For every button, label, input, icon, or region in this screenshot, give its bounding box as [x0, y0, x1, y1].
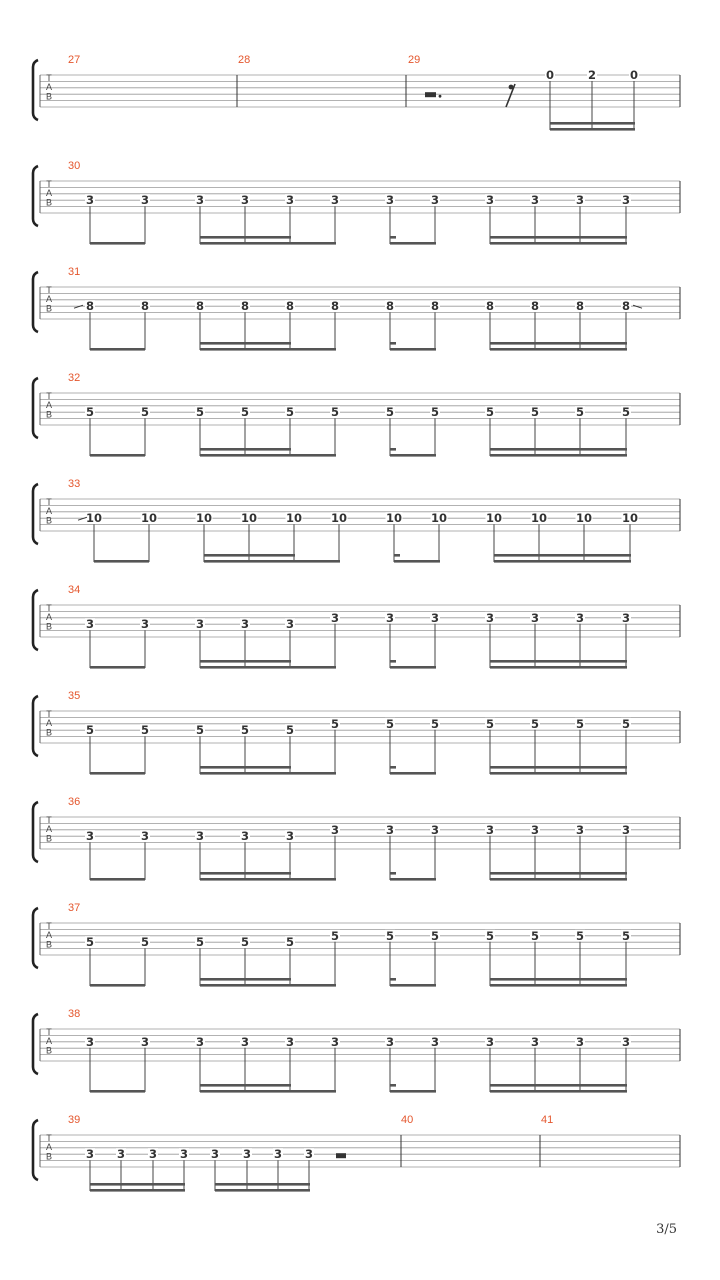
- fret-number: 10: [285, 511, 303, 526]
- beam: [490, 454, 627, 457]
- fret-number: 3: [240, 1034, 250, 1049]
- slide-out-mark: [633, 305, 642, 308]
- beam: [490, 984, 627, 987]
- system-bracket: [33, 484, 38, 544]
- tab-system: [33, 902, 680, 987]
- fret-number: 3: [85, 617, 95, 632]
- beam: [90, 348, 145, 351]
- fret-number: 3: [621, 610, 631, 625]
- fret-number: 3: [430, 1034, 440, 1049]
- beam: [200, 348, 336, 351]
- fret-number: 5: [140, 723, 150, 738]
- fret-number: 3: [330, 822, 340, 837]
- fret-number: 3: [485, 1034, 495, 1049]
- fret-number: 5: [85, 405, 95, 420]
- fret-number: 8: [195, 299, 205, 314]
- fret-number: 3: [621, 193, 631, 208]
- fret-number: 5: [530, 928, 540, 943]
- fret-number: 8: [240, 299, 250, 314]
- tab-clef-letter: A: [45, 930, 53, 941]
- fret-number: 3: [85, 193, 95, 208]
- bar-number: 28: [238, 54, 251, 66]
- fret-number: 5: [140, 935, 150, 950]
- fret-number: 5: [430, 928, 440, 943]
- beam: [494, 554, 631, 557]
- tab-clef-letter: A: [45, 824, 53, 835]
- fret-number: 5: [385, 928, 395, 943]
- tab-clef-letter: B: [45, 833, 53, 844]
- fret-number: 3: [530, 822, 540, 837]
- tab-clef-letter: A: [45, 718, 53, 729]
- fret-number: 3: [385, 822, 395, 837]
- beam: [490, 448, 627, 451]
- tab-clef-letter: A: [45, 612, 53, 623]
- tab-clef-letter: T: [46, 179, 52, 189]
- tab-system: [33, 796, 680, 881]
- fret-number: 3: [621, 822, 631, 837]
- fret-number: 3: [285, 829, 295, 844]
- fret-number: 3: [285, 1034, 295, 1049]
- fret-number: 3: [530, 610, 540, 625]
- beam: [200, 660, 291, 663]
- tab-clef-letter: A: [45, 1142, 53, 1153]
- beam: [390, 660, 396, 663]
- fret-number: 3: [330, 193, 340, 208]
- system-bracket: [33, 802, 38, 862]
- tab-system: [33, 478, 680, 563]
- tab-clef-letter: B: [45, 303, 53, 314]
- fret-number: 3: [575, 822, 585, 837]
- tab-clef-letter: A: [45, 188, 53, 199]
- beam: [394, 560, 440, 563]
- fret-number: 10: [195, 511, 213, 526]
- beam: [550, 122, 635, 125]
- fret-number: 3: [85, 1147, 95, 1162]
- beam: [90, 772, 145, 775]
- fret-number: 5: [330, 716, 340, 731]
- beam: [490, 342, 627, 345]
- bar-number: 29: [408, 54, 421, 66]
- system-bracket: [33, 378, 38, 438]
- beam: [390, 878, 436, 881]
- tab-system: [33, 1114, 680, 1192]
- bar-number: 41: [541, 1114, 554, 1126]
- tab-clef-letter: A: [45, 1036, 53, 1047]
- system-bracket: [33, 272, 38, 332]
- fret-number: 8: [621, 299, 631, 314]
- fret-number: 5: [575, 928, 585, 943]
- fret-number: 8: [575, 299, 585, 314]
- fret-number: 5: [575, 405, 585, 420]
- bar-number: 32: [68, 372, 81, 384]
- fret-number: 5: [195, 723, 205, 738]
- beam: [200, 454, 336, 457]
- bar-number: 27: [68, 54, 81, 66]
- beam: [204, 554, 295, 557]
- fret-number: 5: [485, 716, 495, 731]
- fret-number: 3: [148, 1147, 158, 1162]
- beam: [200, 1084, 291, 1087]
- fret-number: 5: [430, 405, 440, 420]
- bar-number: 40: [401, 1114, 414, 1126]
- tab-clef-letter: T: [46, 1133, 52, 1143]
- tab-system: [33, 54, 680, 131]
- beam: [90, 1183, 185, 1186]
- fret-number: 3: [330, 610, 340, 625]
- beam: [490, 660, 627, 663]
- system-bracket: [33, 166, 38, 226]
- fret-number: 3: [240, 617, 250, 632]
- fret-number: 5: [285, 405, 295, 420]
- fret-number: 10: [621, 511, 639, 526]
- fret-number: 5: [85, 723, 95, 738]
- fret-number: 5: [285, 723, 295, 738]
- system-bracket: [33, 908, 38, 968]
- fret-number: 3: [273, 1147, 283, 1162]
- bar-number: 36: [68, 796, 81, 808]
- fret-number: 8: [285, 299, 295, 314]
- tab-system: [33, 584, 680, 669]
- fret-number: 3: [140, 193, 150, 208]
- tab-clef-letter: T: [46, 921, 52, 931]
- fret-number: 0: [545, 68, 555, 82]
- page-number: 3/5: [656, 1222, 677, 1237]
- fret-number: 3: [195, 829, 205, 844]
- fret-number: 8: [385, 299, 395, 314]
- beam: [390, 448, 396, 451]
- beam: [494, 560, 631, 563]
- system-bracket: [33, 1120, 38, 1180]
- beam: [200, 342, 291, 345]
- fret-number: 5: [485, 405, 495, 420]
- system-bracket: [33, 590, 38, 650]
- fret-number: 3: [179, 1147, 189, 1162]
- fret-number: 8: [330, 299, 340, 314]
- fret-number: 10: [530, 511, 548, 526]
- dotted-half-rest: [425, 92, 436, 97]
- bar-number: 39: [68, 1114, 81, 1126]
- beam: [200, 878, 336, 881]
- fret-number: 5: [85, 935, 95, 950]
- beam: [200, 666, 336, 669]
- beam: [390, 242, 436, 245]
- tab-clef-letter: T: [46, 73, 52, 83]
- beam: [90, 984, 145, 987]
- tab-system: [33, 266, 680, 351]
- tab-clef-letter: A: [45, 506, 53, 517]
- beam: [490, 766, 627, 769]
- fret-number: 3: [195, 1034, 205, 1049]
- tab-clef-letter: T: [46, 603, 52, 613]
- tab-clef-letter: T: [46, 497, 52, 507]
- fret-number: 5: [330, 405, 340, 420]
- fret-number: 5: [621, 405, 631, 420]
- fret-number: 5: [240, 723, 250, 738]
- fret-number: 3: [575, 193, 585, 208]
- tab-clef-letter: T: [46, 815, 52, 825]
- fret-number: 5: [485, 928, 495, 943]
- fret-number: 3: [485, 193, 495, 208]
- fret-number: 10: [330, 511, 348, 526]
- tab-clef-letter: B: [45, 197, 53, 208]
- beam: [390, 348, 436, 351]
- beam: [215, 1189, 310, 1192]
- fret-number: 3: [195, 617, 205, 632]
- fret-number: 10: [85, 511, 103, 526]
- tab-system: [33, 1008, 680, 1093]
- fret-number: 3: [242, 1147, 252, 1162]
- tab-clef-letter: T: [46, 1027, 52, 1037]
- fret-number: 3: [240, 193, 250, 208]
- beam: [390, 872, 396, 875]
- beam: [200, 1090, 336, 1093]
- fret-number: 3: [575, 1034, 585, 1049]
- beam: [490, 872, 627, 875]
- beam: [90, 878, 145, 881]
- beam: [390, 766, 396, 769]
- beam: [390, 978, 396, 981]
- fret-number: 5: [530, 405, 540, 420]
- beam: [490, 1084, 627, 1087]
- tab-clef-letter: B: [45, 1151, 53, 1162]
- tab-clef-letter: B: [45, 91, 53, 102]
- fret-number: 3: [285, 193, 295, 208]
- tab-clef-letter: T: [46, 391, 52, 401]
- beam: [390, 666, 436, 669]
- slide-in-mark: [74, 305, 83, 308]
- beam: [390, 342, 396, 345]
- fret-number: 3: [430, 822, 440, 837]
- fret-number: 3: [385, 610, 395, 625]
- bar-number: 31: [68, 266, 81, 278]
- fret-number: 3: [530, 193, 540, 208]
- fret-number: 3: [285, 617, 295, 632]
- bar-number: 38: [68, 1008, 81, 1020]
- fret-number: 5: [240, 935, 250, 950]
- beam: [90, 1189, 185, 1192]
- fret-number: 3: [330, 1034, 340, 1049]
- tab-system: [33, 372, 680, 457]
- fret-number: 5: [240, 405, 250, 420]
- fret-number: 5: [195, 405, 205, 420]
- beam: [390, 1084, 396, 1087]
- beam: [390, 772, 436, 775]
- beam: [390, 236, 396, 239]
- beam: [200, 242, 336, 245]
- system-bracket: [33, 60, 38, 120]
- fret-number: 3: [140, 829, 150, 844]
- beam: [90, 454, 145, 457]
- bar-number: 33: [68, 478, 81, 490]
- fret-number: 3: [210, 1147, 220, 1162]
- rest-dot: [439, 95, 442, 98]
- beam: [90, 666, 145, 669]
- tab-clef-letter: A: [45, 400, 53, 411]
- beam: [490, 878, 627, 881]
- fret-number: 3: [85, 1034, 95, 1049]
- tab-system: [33, 160, 680, 245]
- fret-number: 3: [195, 193, 205, 208]
- fret-number: 3: [621, 1034, 631, 1049]
- tab-clef-letter: B: [45, 939, 53, 950]
- tab-clef-letter: A: [45, 82, 53, 93]
- beam: [490, 348, 627, 351]
- beam: [200, 236, 291, 239]
- tab-clef-letter: B: [45, 515, 53, 526]
- fret-number: 3: [485, 822, 495, 837]
- system-bracket: [33, 696, 38, 756]
- fret-number: 10: [140, 511, 158, 526]
- tab-clef-letter: B: [45, 409, 53, 420]
- beam: [490, 242, 627, 245]
- beam: [200, 978, 291, 981]
- fret-number: 5: [285, 935, 295, 950]
- beam: [490, 772, 627, 775]
- bar-number: 35: [68, 690, 81, 702]
- fret-number: 3: [530, 1034, 540, 1049]
- tab-system: [33, 690, 680, 775]
- fret-number: 3: [385, 1034, 395, 1049]
- fret-number: 5: [140, 405, 150, 420]
- beam: [490, 236, 627, 239]
- beam: [94, 560, 149, 563]
- system-bracket: [33, 1014, 38, 1074]
- fret-number: 3: [140, 1034, 150, 1049]
- tab-clef-letter: T: [46, 709, 52, 719]
- fret-number: 3: [385, 193, 395, 208]
- fret-number: 5: [621, 716, 631, 731]
- bar-number: 30: [68, 160, 81, 172]
- fret-number: 3: [430, 610, 440, 625]
- half-rest: [336, 1153, 346, 1158]
- fret-number: 8: [485, 299, 495, 314]
- tab-clef-letter: B: [45, 621, 53, 632]
- fret-number: 8: [430, 299, 440, 314]
- fret-number: 3: [575, 610, 585, 625]
- fret-number: 8: [140, 299, 150, 314]
- fret-number: 8: [85, 299, 95, 314]
- fret-number: 3: [430, 193, 440, 208]
- fret-number: 10: [575, 511, 593, 526]
- fret-number: 0: [629, 68, 639, 82]
- beam: [390, 454, 436, 457]
- fret-number: 10: [240, 511, 258, 526]
- fret-number: 5: [430, 716, 440, 731]
- fret-number: 5: [385, 405, 395, 420]
- beam: [200, 984, 336, 987]
- fret-number: 10: [485, 511, 503, 526]
- tab-clef-letter: B: [45, 727, 53, 738]
- beam: [490, 1090, 627, 1093]
- beam: [390, 984, 436, 987]
- beam: [215, 1183, 310, 1186]
- fret-number: 3: [85, 829, 95, 844]
- fret-number: 3: [240, 829, 250, 844]
- tab-clef-letter: A: [45, 294, 53, 305]
- fret-number: 5: [330, 928, 340, 943]
- fret-number: 3: [485, 610, 495, 625]
- fret-number: 3: [304, 1147, 314, 1162]
- fret-number: 8: [530, 299, 540, 314]
- beam: [200, 772, 336, 775]
- tab-clef-letter: T: [46, 285, 52, 295]
- beam: [200, 872, 291, 875]
- beam: [90, 1090, 145, 1093]
- beam: [200, 448, 291, 451]
- beam: [550, 128, 635, 131]
- fret-number: 5: [575, 716, 585, 731]
- fret-number: 3: [116, 1147, 126, 1162]
- tab-clef-letter: B: [45, 1045, 53, 1056]
- fret-number: 5: [195, 935, 205, 950]
- bar-number: 34: [68, 584, 81, 596]
- eighth-rest-head: [509, 85, 514, 90]
- fret-number: 5: [530, 716, 540, 731]
- bar-number: 37: [68, 902, 81, 914]
- fret-number: 5: [385, 716, 395, 731]
- beam: [394, 554, 400, 557]
- beam: [490, 978, 627, 981]
- fret-number: 10: [430, 511, 448, 526]
- beam: [390, 1090, 436, 1093]
- fret-number: 3: [140, 617, 150, 632]
- beam: [90, 242, 145, 245]
- fret-number: 10: [385, 511, 403, 526]
- beam: [490, 666, 627, 669]
- beam: [204, 560, 340, 563]
- beam: [200, 766, 291, 769]
- fret-number: 2: [587, 68, 597, 82]
- fret-number: 5: [621, 928, 631, 943]
